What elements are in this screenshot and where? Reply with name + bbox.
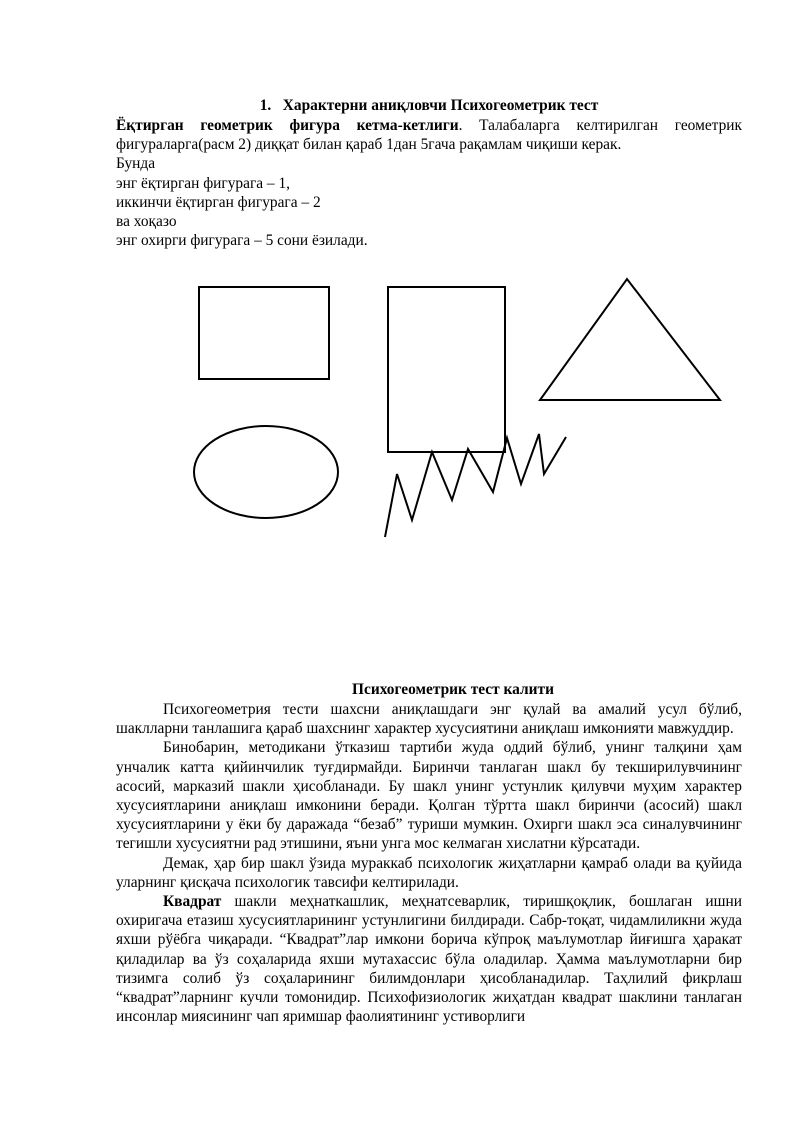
intro-line: энг охирги фигурага – 5 сони ёзилади. (116, 232, 368, 250)
intro-lead-rest: . Талабаларга келтирилган геометрик фигураларга(расм 2) диққат билан қараб 1дан 5гача рақамлам чиқиши керак. (116, 117, 742, 154)
intro-line: энг ёқтирган фигурага – 1, (116, 174, 291, 192)
key-paragraph-4 (116, 892, 742, 1026)
intro-block (116, 116, 742, 250)
intro-line: Бунда (116, 155, 156, 173)
rectangle-figure (199, 287, 329, 379)
key-section-title: Психогеометрик тест калити (352, 681, 554, 698)
key-paragraph-3: Демак, ҳар бир шакл ўзида мураккаб психологик жиҳатларни қамраб олади ва қуйида уларнинг қисқача психологик тавсифи келтирилади. (116, 854, 742, 891)
heading-title: Характерни аниқловчи Психогеометрик тест (282, 97, 599, 114)
intro-bold-lead: Ёқтирган геометрик фигура кетма-кетлиги (116, 117, 459, 134)
circle-figure (194, 426, 338, 518)
square-figure (388, 287, 505, 452)
geometric-figures (160, 262, 740, 552)
square-description: шакли меҳнаткашлик, меҳнатсеварлик, тиришқоқлик, бошлаган ишни охиригача етазиш хусусиятларининг устунлигини билдиради. Сабр-тоқат, чидамлиликни жуда яхши рўёбга чиқаради. “Квадрат”лар имкони борича кўпроқ маълумотлар йиғишга ҳаракат қиладилар ва ўз соҳаларида яхши мутахассис бўла оладилар. Ҳамма маълумотларни бир тизимга солиб ўз соҳаларининг билимдонлари ҳисобланадилар. Таҳлилий фикрлаш “квадрат”ларнинг кучли томонидир. Психофизиологик жиҳатдан квадрат шаклини танлаган инсонлар миясининг чап яримшар фаолиятининг устиворлиги (116, 893, 742, 1026)
intro-line: ва хоқазо (116, 213, 177, 231)
section-heading (116, 96, 742, 115)
key-section-body (116, 700, 742, 1026)
triangle-figure (540, 279, 720, 400)
intro-line: иккинчи ёқтирган фигурага – 2 (116, 193, 321, 211)
key-paragraph-2: Бинобарин, методикани ўтказиш тартиби жуда оддий бўлиб, унинг талқини ҳам унчалик катта қийинчилик туғдирмайди. Биринчи танлаган шакл бу текширилувчининг асосий, марказий шакли ҳисобланади. Бу шакл унинг устунлик қилувчи муҳим характер хусусиятларини аниқлаш имконини беради. Қолган тўртта шакл биринчи (асосий) шакл хусусиятларини у ёки бу даражада “безаб” туриши мумкин. Охирги шакл эса синалувчининг тегишли хусусиятни рад этишини, яъни унга мос келмаган хислатни кўрсатади. (116, 739, 742, 853)
key-paragraph-1: Психогеометрия тести шахсни аниқлашдаги энг қулай ва амалий усул бўлиб, шаклларни танлашига қараб шахснинг характер хусусиятини аниқлаш имконияти мавжуддир. (116, 701, 742, 738)
square-term: Квадрат (163, 893, 222, 911)
intro-paragraph (116, 116, 742, 154)
heading-number: 1. (259, 97, 272, 114)
zigzag-figure (385, 434, 566, 537)
